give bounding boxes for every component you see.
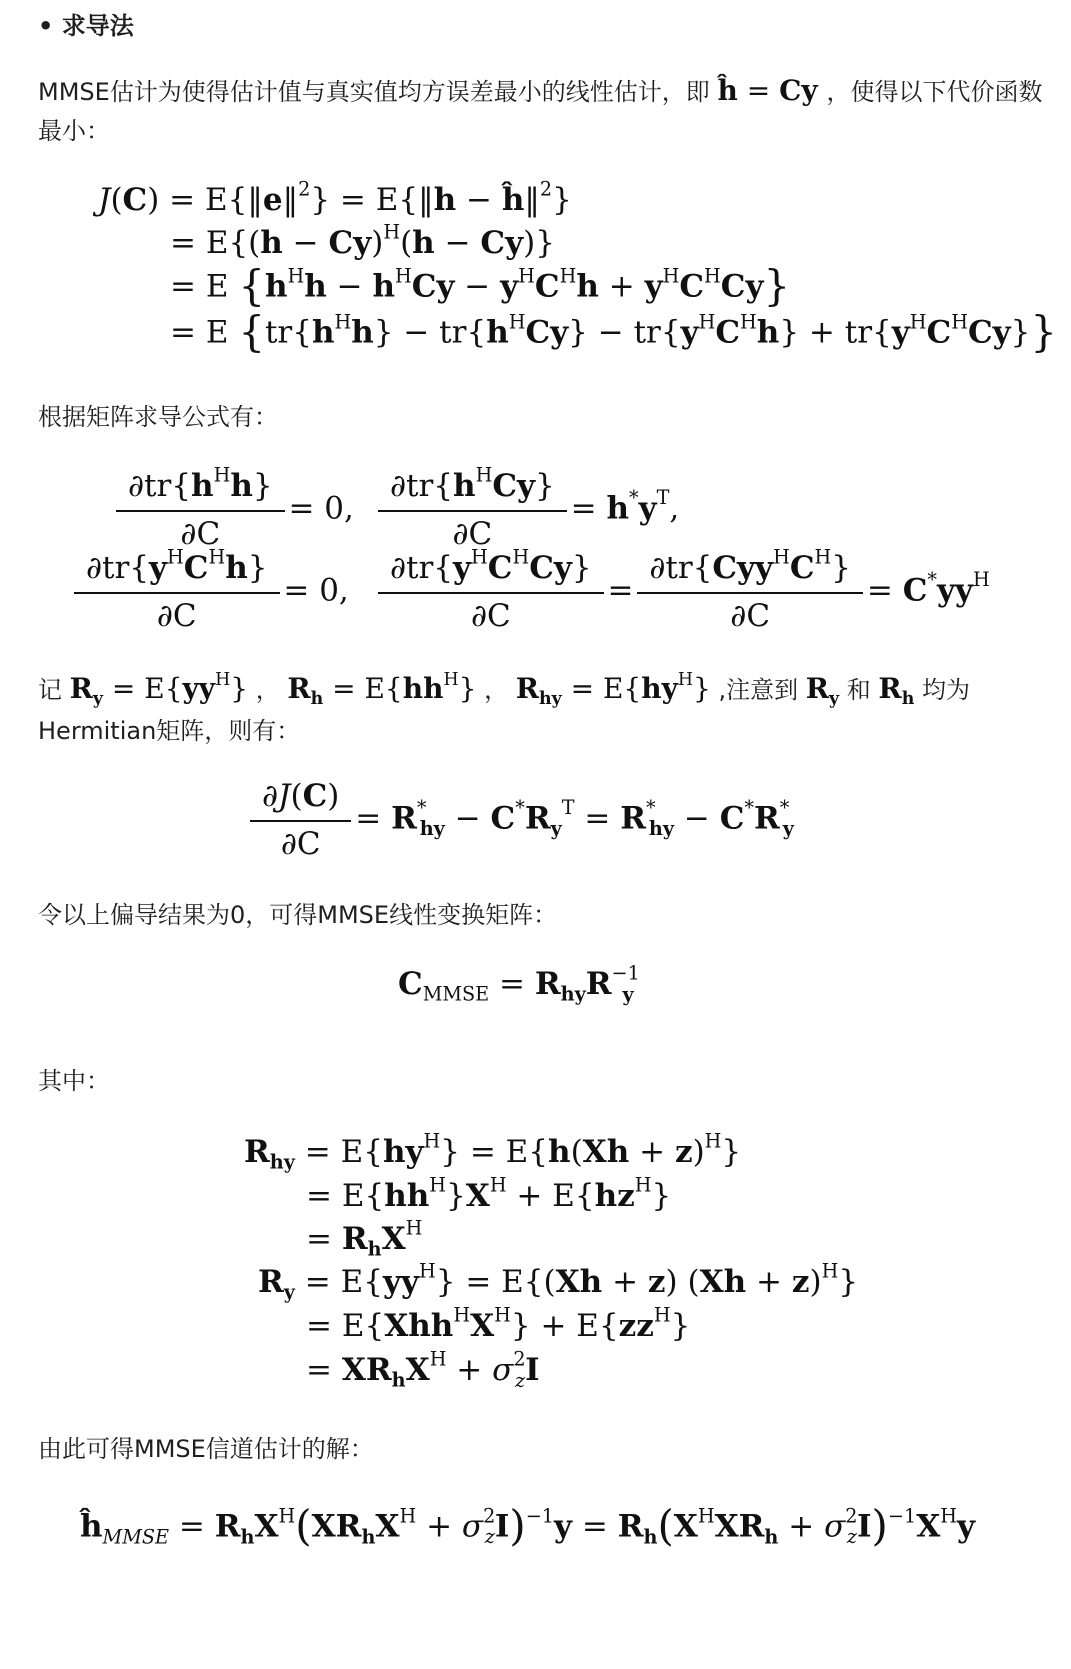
- ry-line-2: = $E\{Xhh^HX^H\} + E\{zz^H\}$: [306, 1303, 691, 1344]
- paragraph-set-zero: 令以上偏导结果为0，可得MMSE线性变换矩阵：: [38, 901, 558, 929]
- ry-line-1: $R_y = E\{yy^H\} = E\{(Xh + z) (Xh + z)^H\}$: [258, 1259, 859, 1304]
- h-mmse-solution: $ĥ_{MMSE} = R_hX^H(XR_hX^H + \sigma^2_zI)^{-1}y = R_h(X^HXR_h + \sigma^2_zI)^{-1}X^Hy$: [80, 1501, 976, 1550]
- cost-function-line-3: = E $\{h^Hh - h^HCy - y^HC^Hh + y^HC^HCy\}$: [170, 261, 791, 310]
- rhy-line-2: = $E\{hh^H\}X^H + E\{hz^H\}$: [306, 1173, 672, 1214]
- paragraph-definitions-cont: Hermitian矩阵，则有：: [38, 717, 301, 745]
- def-text-d: 均为: [921, 676, 970, 704]
- section-header: [38, 6, 134, 41]
- def-Rhy: $R_{hy} = E\{hy^H\}$: [515, 669, 711, 710]
- def-Ry: $R_y = E\{yy^H\}$: [69, 669, 249, 710]
- derivative-J: $\frac{\partial J(C)}{\partial C}$ = $R^*_{hy} - C^*R_y^T = R^*_{hy} - C^*R^*_y$: [256, 776, 794, 864]
- paragraph-intro: [38, 74, 1043, 109]
- intro-text-2: ，使得以下代价函数: [826, 78, 1043, 106]
- def-sep-1: ，: [255, 676, 280, 704]
- c-mmse-formula: $C_{MMSE} = R_{hy}R^{-1}_y$: [398, 961, 640, 1006]
- cost-function-line-4: = E $\{tr\{h^Hh\} - tr\{h^HCy\} - tr\{y^HC^Hh\} + tr\{y^HC^HCy\}\}$: [170, 307, 1057, 356]
- inline-formula-h-hat-cy: ĥ = Cy: [717, 74, 818, 107]
- section-title: 求导法: [61, 12, 134, 40]
- ry-line-3: = $XR_hX^H + \sigma^2_zI$: [306, 1347, 540, 1392]
- intro-text: MMSE估计为使得估计值与真实值均方误差最小的线性估计，即: [38, 78, 710, 106]
- def-text-b: ,注意到: [718, 676, 799, 704]
- derivative-rule-4: $\frac{\partial tr\{y^HC^HCy\}}{\partial C}$ = $\frac{\partial tr\{Cyy^HC^H\}}{\partial C}$ = $C^*yy^H$: [384, 548, 990, 636]
- paragraph-intro-cont: 最小：: [38, 117, 110, 145]
- def-text-c: 和: [846, 676, 871, 704]
- def-sep-2: ，: [484, 676, 509, 704]
- cost-function-line-2: = $E\{(h - Cy)^H(h - Cy)\}$: [170, 220, 555, 261]
- bullet: •: [38, 12, 54, 40]
- rhy-line-3: = $R_hX^H$: [306, 1216, 423, 1261]
- paragraph-solution: 由此可得MMSE信道估计的解：: [38, 1435, 374, 1463]
- cost-function-line-1: J(C) = E{‖e‖$^2$} = E{‖h − ĥ‖$^2$}: [98, 177, 572, 218]
- derivative-rule-3: $\frac{\partial tr\{y^HC^Hh\}}{\partial C}$ = 0,: [80, 548, 349, 636]
- def-text-a: 记: [38, 676, 62, 704]
- rhy-line-1: $R_{hy} = E\{hy^H\} = E\{h(Xh + z)^H\}$: [244, 1129, 742, 1174]
- derivative-rule-1: $\frac{\partial tr\{h^Hh\}}{\partial C}$ = 0,: [122, 466, 354, 554]
- def-Rh: $R_h = E\{hh^H\}$: [287, 669, 477, 710]
- paragraph-derivative-rules: 根据矩阵求导公式有：: [38, 403, 278, 431]
- def-Rh-2: $R_h$: [878, 672, 915, 710]
- def-Ry-2: $R_y$: [805, 672, 840, 710]
- paragraph-definitions: [38, 669, 970, 710]
- paragraph-where: 其中：: [38, 1067, 110, 1095]
- derivative-rule-2: $\frac{\partial tr\{h^HCy\}}{\partial C}$ = $h^*y^T$,: [384, 466, 679, 554]
